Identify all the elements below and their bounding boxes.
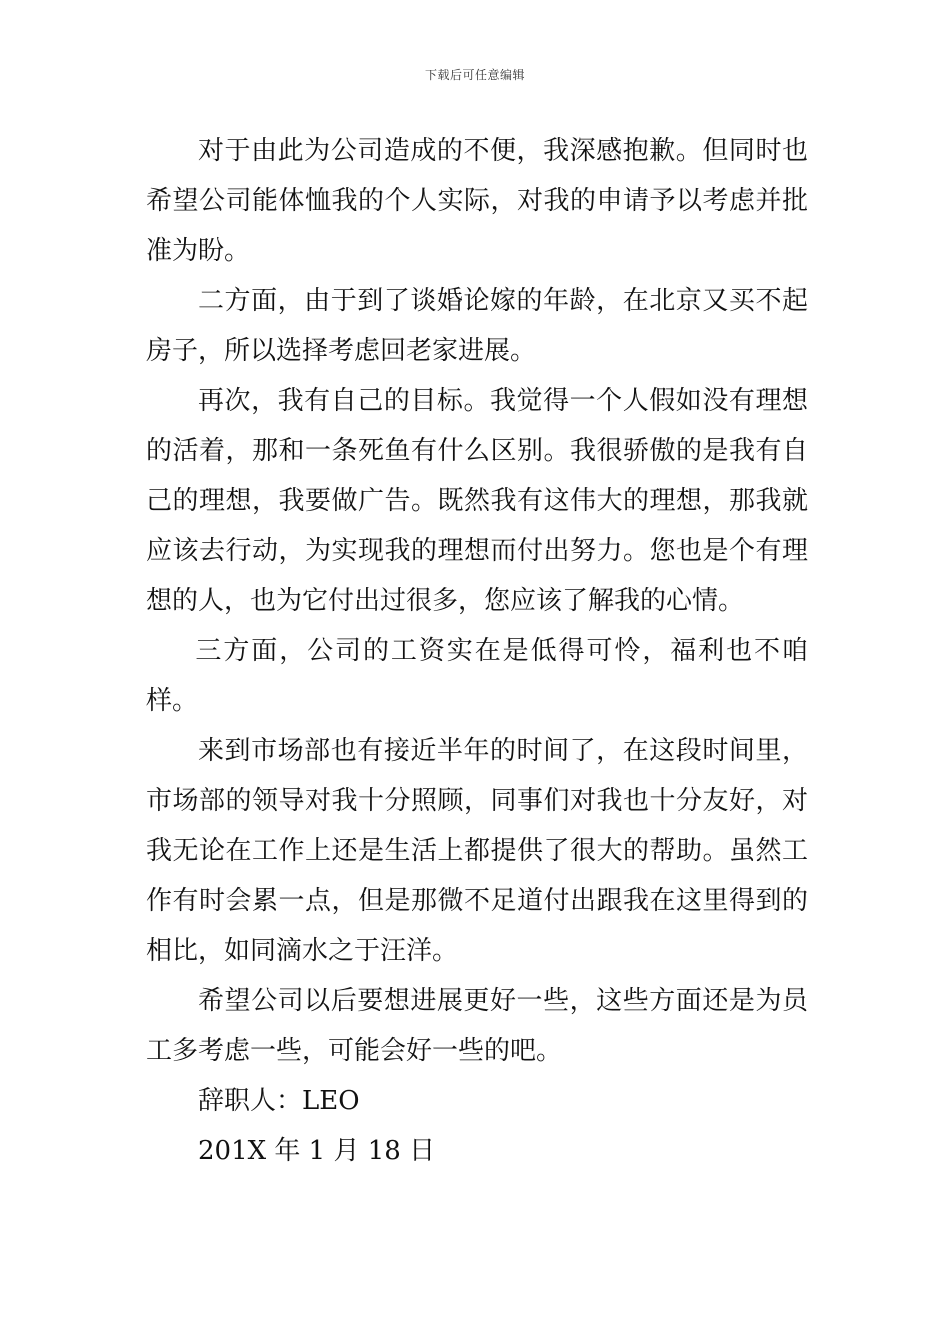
page-header: 下载后可任意编辑: [424, 68, 525, 82]
paragraph-gratitude: 来到市场部也有接近半年的时间了，在这段时间里，市场部的领导对我十分照顾，同事们对我也十分友好，对我无论在工作上还是生活上都提供了很大的帮助。虽然工作有时会累一点，但是那微不足道付出跟我在这里得到的相比，如同滴水之于汪洋。: [146, 736, 808, 966]
signature-date: 201X 年 1 月 18 日: [198, 1136, 436, 1166]
signature-signer: 辞职人：LEO: [198, 1086, 360, 1116]
paragraph-second-reason: 二方面，由于到了谈婚论嫁的年龄，在北京又买不起房子，所以选择考虑回老家进展。: [146, 286, 808, 366]
paragraph-goal: 再次，我有自己的目标。我觉得一个人假如没有理想的活着，那和一条死鱼有什么区别。我很骄傲的是我有自己的理想，我要做广告。既然我有这伟大的理想，那我就应该去行动，为实现我的理想而付出努力。您也是个有理想的人，也为它付出过很多，您应该了解我的心情。: [146, 386, 808, 616]
letter-body: [146, 126, 808, 1176]
paragraph-third-reason: 三方面，公司的工资实在是低得可怜，福利也不咱样。: [146, 636, 808, 716]
paragraph-hope: 希望公司以后要想进展更好一些，这些方面还是为员工多考虑一些，可能会好一些的吧。: [146, 986, 808, 1066]
paragraph-apology: 对于由此为公司造成的不便，我深感抱歉。但同时也希望公司能体恤我的个人实际，对我的申请予以考虑并批准为盼。: [146, 136, 808, 266]
